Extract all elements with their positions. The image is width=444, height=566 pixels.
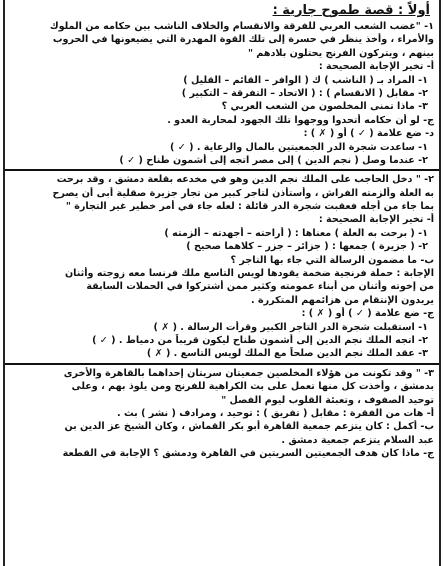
instruction-line: د- ضع علامة ( ✓ ) أو ( ✗ ) : <box>303 128 434 140</box>
question-line: ب- أكمل : كان يتزعم جمعية القاهرة أبو بكر القماش ، وكان الشيخ عز الدين بن <box>64 421 434 433</box>
passage-line: ١- "غضب الشعب العربي للفرقة والانقسام والخلاف الناشب بين حكامه من الملوك <box>49 21 434 32</box>
question-line: ب- ما مضمون الرسالة التي جاء بها التاجر ؟ <box>230 254 434 266</box>
answer-line: الإجابة : حملة فرنجية ضخمة يقودها لويس التاسع ملك فرنسا معه زوجته وأثنان <box>64 268 434 280</box>
instruction-line: أ- تخير الإجابة الصحيحة : <box>318 214 434 226</box>
answer-line: عبد السلام يتزعم جمعية دمشق . <box>281 434 434 446</box>
question-line: ج- ماذا كان هدف الجمعيتين السريتين في القاهرة ودمشق ؟ الإجابة في القطعة <box>62 448 434 460</box>
passage-line: ٣- " وقد تكونت من هؤلاء المخلصين جمعيتان سريتان إحداهما بالقاهرة والأخرى <box>63 367 434 379</box>
question-line: ٢- عندما وصل ( نجم الدين ) إلى مصر اتجه إلى أشمون طناح ( ✓ ) <box>119 154 428 166</box>
section-divider <box>5 363 439 365</box>
answer-line: يريدون الإنتقام من هزائمهم المتكررة . <box>250 294 434 306</box>
question-line: ٢- ( جزيرة ) جمعها : ( جزائر – جزر – كلاهما صحيح ) <box>186 241 428 253</box>
passage-line: بما جاء من أجله فعقبت شجرة الدر قائلة : لعله جاء في أمر خطير غير التجارة " <box>65 201 434 213</box>
passage-line: به العلة وألزمته الفراش ، وأستأذن لتاجر كبير من تجار جزيرة صقلية أبى أن يصرح <box>52 187 434 199</box>
question-line: ١- استقبلت شجرة الدر التاجر الكبير وقرأت الرسالة . ( ✗ ) <box>153 321 428 333</box>
question-line: ٣- عقد الملك نجم الدين صلحاً مع الملك لويس التاسع . ( ✗ ) <box>146 348 428 360</box>
question-line: ٢- اتجه الملك نجم الدين إلى أشمون طناح ليكون قريباً من دمياط . ( ✓ ) <box>92 334 428 346</box>
section-divider <box>5 169 439 171</box>
section-3 <box>9 367 434 461</box>
question-line: ١- ساعدت شجرة الدر الجمعيتين بالمال والرعاية . ( ✓ ) <box>170 141 428 153</box>
answer-line: من إخوته وأثنان من أبناء عمومته وكثير ممن أشتركوا في الحملات السابقة <box>86 281 434 293</box>
worksheet-page <box>3 0 441 566</box>
question-line: ١- ( برحت به العلة ) معناها : ( أراحته – أجهدته – ألزمته ) <box>164 227 428 239</box>
section-1 <box>9 20 434 167</box>
passage-line: والأمراء ، وأخذ ينظر في حسرة إلى تلك القوة المهدرة التي يضيعونها في الحروب <box>52 34 434 46</box>
section-2 <box>9 173 434 360</box>
question-line: ٣- ماذا تمنى المخلصون من الشعب العربي ؟ <box>221 101 428 113</box>
question-line: أ- هات من الفقرة : مقابل ( تفريق ) : توحيد ، ومرادف ( نشر ) بث . <box>117 407 434 419</box>
passage-line: بدمشق ، وأخذت كل منها تعمل على بث الكراهية للفرنج ومن يلوذ بهم ، وعلى <box>71 381 434 393</box>
passage-line: توحيد الصفوف ، وتعبئة القلوب ليوم الفصل " <box>221 394 434 406</box>
passage-line: بينهم ، ويتركون الفرنج يحتلون بلادهم " <box>247 47 434 59</box>
question-line: ٢- مقابل ( الانقسام ) : ( الاتحاد – التفرقة – التكبير ) <box>181 87 428 99</box>
instruction-line: أ- تخير الإجابة الصحيحة : <box>318 61 434 73</box>
question-line: ١- المراد بـ ( الناشب ) ك ( الوافر – القائم – القليل ) <box>183 74 428 86</box>
passage-line: ٢- " دخل الحاجب على الملك نجم الدين وهو في مخدعه بقلعة دمشق ، وقد برحت <box>56 174 434 186</box>
answer-line: ج- لو أن حكامه أتحدوا ووجهوا تلك الجهود لمحاربة العدو . <box>167 114 434 126</box>
worksheet-title: أولاً : قصة طموح جارية : <box>272 3 430 18</box>
instruction-line: ج- ضع علامة ( ✓ ) أو ( ✗ ) : <box>301 308 434 320</box>
